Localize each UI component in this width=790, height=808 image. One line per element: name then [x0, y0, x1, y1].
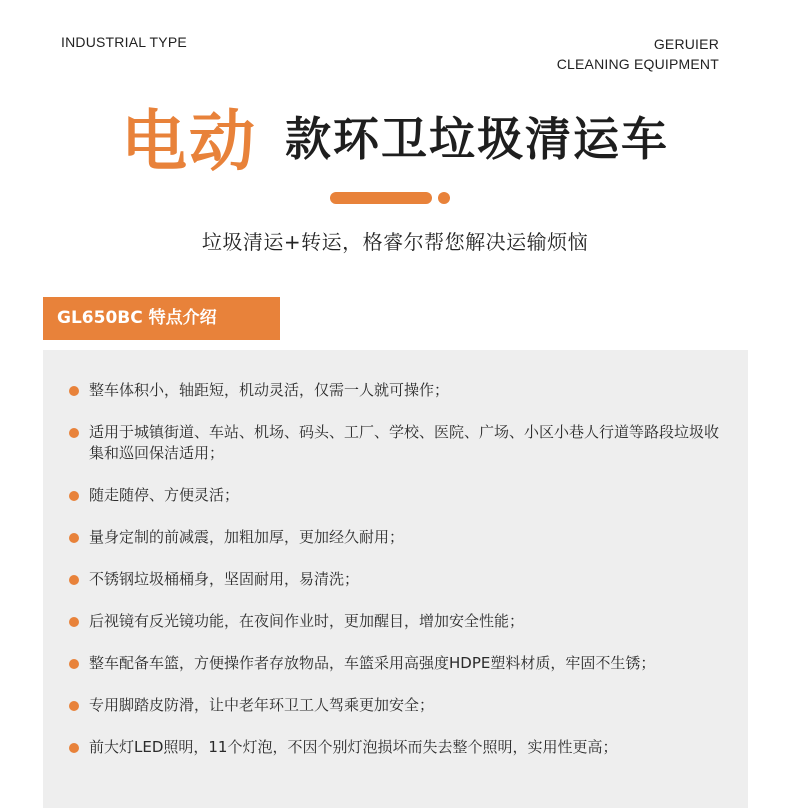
feature-item	[69, 485, 729, 506]
features-panel	[43, 350, 748, 808]
page-subtitle: 垃圾清运+转运，格睿尔帮您解决运输烦恼	[201, 230, 589, 254]
feature-text: 整车体积小，轴距短，机动灵活，仅需一人就可操作；	[89, 381, 450, 399]
title-divider-bar	[330, 192, 432, 204]
bullet-dot-icon	[69, 575, 79, 585]
bullet-dot-icon	[69, 491, 79, 501]
section-heading: GL650BC 特点介绍	[43, 297, 280, 340]
brand-name: GERUIER	[653, 36, 719, 52]
feature-item	[69, 653, 729, 674]
bullet-dot-icon	[69, 428, 79, 438]
feature-text: 后视镜有反光镜功能，在夜间作业时，更加醒目，增加安全性能；	[89, 612, 525, 630]
feature-item	[69, 695, 729, 716]
title-accent: 电动	[121, 103, 257, 180]
bullet-dot-icon	[69, 533, 79, 543]
feature-text: 专用脚踏皮防滑，让中老年环卫工人驾乘更加安全；	[89, 696, 435, 714]
bullet-dot-icon	[69, 659, 79, 669]
page-title	[0, 88, 790, 183]
bullet-dot-icon	[69, 386, 79, 396]
feature-text: 随走随停、方便灵活；	[89, 486, 240, 504]
feature-item	[69, 611, 729, 632]
feature-item	[69, 737, 729, 758]
bullet-dot-icon	[69, 701, 79, 711]
feature-text: 量身定制的前减震，加粗加厚，更加经久耐用；	[89, 528, 405, 546]
feature-list	[69, 380, 729, 779]
feature-item	[69, 422, 729, 464]
title-main: 款环卫垃圾清运车	[285, 111, 669, 166]
bullet-dot-icon	[69, 617, 79, 627]
feature-item	[69, 569, 729, 590]
brand-tagline: CLEANING EQUIPMENT	[556, 56, 719, 72]
feature-text: 不锈钢垃圾桶桶身，坚固耐用，易清洗；	[89, 570, 360, 588]
title-divider-dot	[438, 192, 450, 204]
feature-text: 前大灯LED照明，11个灯泡，不因个别灯泡损坏而失去整个照明，实用性更高；	[89, 738, 618, 756]
industrial-type-label: INDUSTRIAL TYPE	[61, 34, 187, 50]
feature-item	[69, 527, 729, 548]
feature-item	[69, 380, 729, 401]
feature-text: 整车配备车篮，方便操作者存放物品，车篮采用高强度HDPE塑料材质，牢固不生锈；	[89, 654, 656, 672]
brand-label	[557, 34, 719, 74]
bullet-dot-icon	[69, 743, 79, 753]
feature-text: 适用于城镇街道、车站、机场、码头、工厂、学校、医院、广场、小区小巷人行道等路段垃圾收集和巡回保洁适用；	[89, 423, 720, 462]
